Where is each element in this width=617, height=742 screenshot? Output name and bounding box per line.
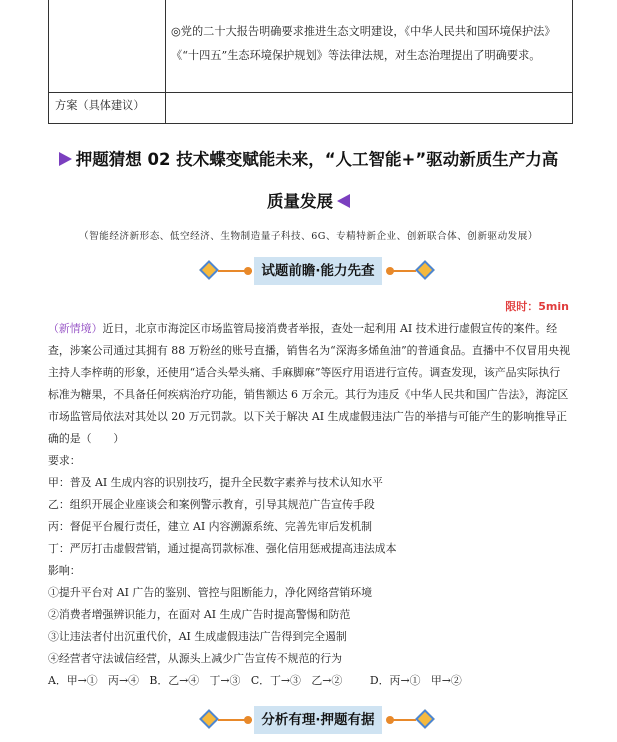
- effect-item: ①提升平台对 AI 广告的鉴别、管控与阻断能力，净化网络营销环境: [48, 586, 373, 599]
- requirement-item: 丁：严厉打击虚假营销，通过提高罚款标准、强化信用惩戒提高违法成本: [48, 542, 397, 555]
- context-tag: （新情境）: [48, 322, 103, 335]
- requirement-item: 丙：督促平台履行责任，建立 AI 内容溯源系统、完善先审后发机制: [48, 520, 373, 533]
- section-banner-analysis: [0, 706, 617, 734]
- diamond-icon: [415, 260, 435, 280]
- effect-item: ②消费者增强辨识能力，在面对 AI 生成广告时提高警惕和防范: [48, 608, 351, 621]
- page-title-line1: [0, 146, 617, 170]
- table-divider-horizontal: [49, 92, 572, 93]
- table-divider-vertical: [165, 0, 166, 123]
- answer-table: [48, 0, 573, 124]
- diamond-icon: [415, 709, 435, 729]
- title-text-line2: 质量发展: [267, 192, 333, 211]
- answer-options: A．甲→① 丙→④ B．乙→④ 丁→③ C．丁→③ 乙→② D．丙→① 甲→②: [48, 674, 462, 687]
- diamond-icon: [199, 260, 219, 280]
- banner-line-right: [390, 270, 416, 272]
- requirement-item: 甲：普及 AI 生成内容的识别技巧，提升全民数字素养与技术认知水平: [48, 476, 383, 489]
- section-title-preview: 试题前瞻·能力先查: [254, 257, 382, 285]
- requirement-item: 乙：组织开展企业座谈会和案例警示教育，引导其规范广告宣传手段: [48, 498, 375, 511]
- triangle-left-icon: [337, 194, 350, 208]
- title-text-line1: 押题猜想 02 技术蝶变赋能未来，“人工智能+”驱动新质生产力高: [75, 150, 559, 169]
- section-banner-preview: [0, 257, 617, 285]
- dot-icon: [244, 267, 252, 275]
- page-subtitle: （智能经济新形态、低空经济、生物制造量子科技、6G、专精特新企业、创新联合体、创新驱动发展）: [79, 231, 538, 242]
- triangle-right-icon: [59, 152, 72, 166]
- requirements-label: 要求：: [48, 454, 81, 467]
- time-limit: 限时：5min: [505, 300, 569, 313]
- effect-item: ④经营者守法诚信经营，从源头上减少广告宣传不规范的行为: [48, 652, 343, 665]
- effect-item: ③让违法者付出沉重代价，AI 生成虚假违法广告得到完全遏制: [48, 630, 347, 643]
- question-stem: [48, 318, 570, 450]
- table-row-label: 方案（具体建议）: [55, 99, 145, 112]
- effects-label: 影响：: [48, 564, 81, 577]
- section-title-analysis: 分析有理·押题有据: [254, 706, 382, 734]
- diamond-icon: [199, 709, 219, 729]
- page-title-line2: [0, 188, 617, 212]
- dot-icon: [244, 716, 252, 724]
- table-cell-text: ◎党的二十大报告明确要求推进生态文明建设，《中华人民共和国环境保护法》《“十四五”生态环境保护规划》等法律法规，对生态治理提出了明确要求。: [171, 25, 556, 62]
- stem-text: 近日，北京市海淀区市场监管局接消费者举报，查处一起利用 AI 技术进行虚假宣传的案件。经查，涉案公司通过其拥有 88 万粉丝的账号直播，销售名为“深海多烯鱼油”的普通食品。直播中不仅冒用央视主持人李梓萌的形象，还使用“适合头晕头痛、手麻脚麻”等医疗用语进行宣传。调查发现，该产品实际执行标准为糖果，不具备任何疾病治疗功能，销售额达 6 万余元。其行为违反《中华人民共和国广告法》，海淀区市场监管局依法对其处以 20 万元罚款。以下关于解决 AI 生成虚假违法广告的举措与可能产生的影响推导正确的是（ ）: [48, 322, 570, 445]
- question-body: [48, 318, 570, 692]
- banner-line-right: [390, 719, 416, 721]
